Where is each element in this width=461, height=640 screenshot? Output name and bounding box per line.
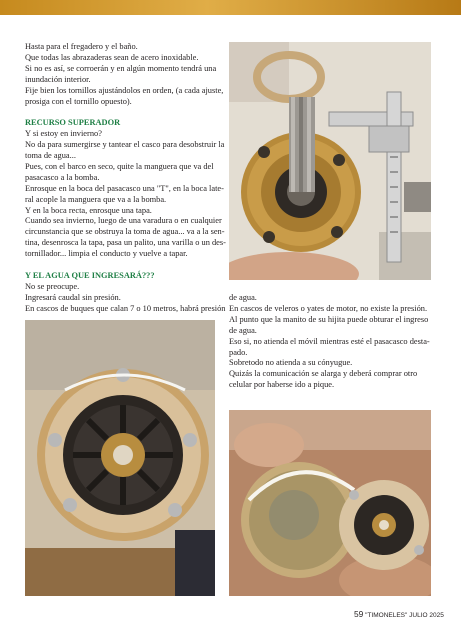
right-line: Al punto que la manito de su hijita puede obturar el ingreso xyxy=(229,314,429,324)
section1-line: pasacasco a la bomba. xyxy=(25,172,100,182)
section1-line: ral acople la manguera que va a la bomba. xyxy=(25,194,167,204)
right-line: de agua. xyxy=(229,325,257,335)
pump-caliper-illustration xyxy=(229,42,431,280)
page-number: 59 xyxy=(354,609,364,619)
right-line: pado. xyxy=(229,347,248,357)
photo-hand-pump xyxy=(229,410,431,596)
photo-pump-caliper xyxy=(229,42,431,280)
section2-line: En cascos de buques que calan 7 o 10 metros, habrá presión xyxy=(25,303,226,313)
impeller-illustration xyxy=(25,320,215,596)
page-footer xyxy=(354,609,444,620)
intro-line: inundación interior. xyxy=(25,74,91,84)
top-color-band xyxy=(0,0,461,15)
right-line: En cascos de veleros o yates de motor, no existe la presión. xyxy=(229,303,428,313)
hand-pump-illustration xyxy=(229,410,431,596)
section1-line: tornillador... limpia el conducto y vuelve a tapar. xyxy=(25,249,188,259)
right-line: de agua. xyxy=(229,293,257,302)
section1-line: Cuando sea invierno, luego de una varadura o en cualquier xyxy=(25,216,222,226)
intro-line: Que todas las abrazaderas sean de acero inoxidable. xyxy=(25,52,199,62)
intro-line: Si no es así, se corroerán y en algún momento tendrá una xyxy=(25,63,217,73)
right-line: Quizás la comunicación se alarga y deberá comprar otro xyxy=(229,369,418,379)
section1-line: Y si estoy en invierno? xyxy=(25,129,102,139)
left-column-text xyxy=(25,42,225,315)
photo-impeller xyxy=(25,320,215,596)
section2-line: Ingresará caudal sin presión. xyxy=(25,292,121,302)
intro-line: prosiga con el tornillo opuesto). xyxy=(25,96,132,106)
section1-line: circunstancia que se obstruya la toma de agua... va a la sen- xyxy=(25,227,225,237)
section1-line: Y en la boca recta, enrosque una tapa. xyxy=(25,205,152,215)
section2-line: No se preocupe. xyxy=(25,281,80,291)
section1-line: Enrosque en la boca del pasacasco una "T", en la boca late- xyxy=(25,183,224,193)
right-column-text xyxy=(229,293,434,391)
section1-line: tina, desenrosca la tapa, pasa un palito, una varilla o un des- xyxy=(25,238,226,248)
section1-line: Pues, con el barco en seco, quite la manguera que va del xyxy=(25,161,214,171)
intro-line: Hasta para el fregadero y el baño. xyxy=(25,42,138,51)
intro-line: Fije bien los tornillos ajustándolos en orden, (a cada ajuste, xyxy=(25,85,224,95)
right-line: celular por haberse ido a pique. xyxy=(229,380,335,390)
section1-line: No da para sumergirse y tantear el casco para desobstruir la xyxy=(25,140,225,150)
section1-line: toma de agua... xyxy=(25,151,76,161)
right-line: Eso si, no atienda el móvil mientras esté el pasacasco desta- xyxy=(229,336,430,346)
magazine-issue: "TIMONELES" JULIO 2025 xyxy=(365,612,444,619)
section-heading-agua: Y EL AGUA QUE INGRESARÁ??? xyxy=(25,271,155,280)
right-line: Sobretodo no atienda a su cónyugue. xyxy=(229,358,353,368)
section-heading-recurso: RECURSO SUPERADOR xyxy=(25,118,121,128)
